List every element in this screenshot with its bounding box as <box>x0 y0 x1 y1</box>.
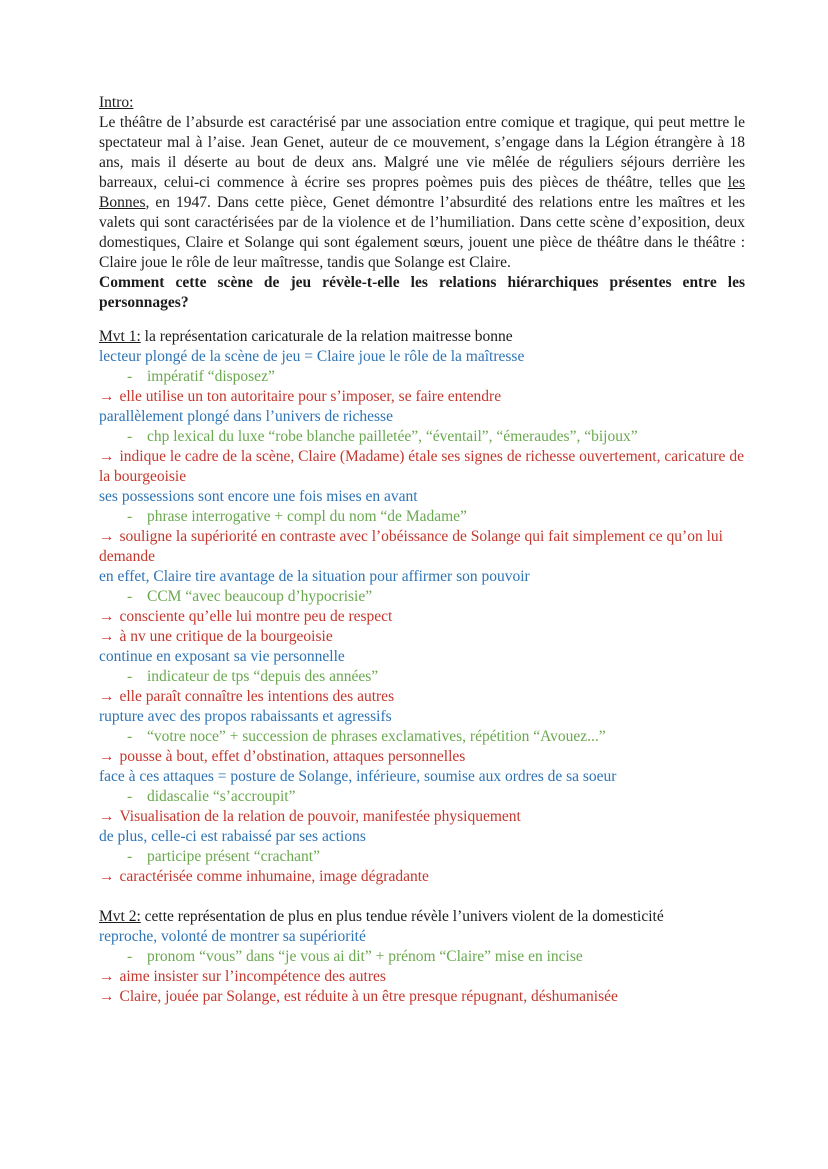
section-mvt-2 <box>99 907 745 1007</box>
conclusion-line: → consciente qu’elle lui montre peu de respect <box>99 608 393 625</box>
bullet-dash: - <box>127 948 133 965</box>
observation-line: lecteur plongé de la scène de jeu = Claire joue le rôle de la maîtresse <box>99 348 525 365</box>
section-label: Mvt 2: <box>99 908 141 925</box>
evidence-bullet: - indicateur de tps “depuis des années” <box>127 668 379 685</box>
intro-text-before: Le théâtre de l’absurde est caractérisé par une association entre comique et tragique, qui peut mettre le spectateur mal à l’aise. Jean Genet, auteur de ce mouvement, s’engage dans la Légion étrangère à 18 ans, mais il déserte au bout de deux ans. Malgré une vie mêlée de réguliers séjours derrière les barreaux, celui-ci commence à écrire ses propres poèmes puis des pièces de théâtre, telles que <box>99 114 745 191</box>
observation-line: reproche, volonté de montrer sa supériorité <box>99 928 366 945</box>
problem-statement: Comment cette scène de jeu révèle-t-elle les relations hiérarchiques présentes entre les personnages? <box>99 274 745 311</box>
observation-line: rupture avec des propos rabaissants et agressifs <box>99 708 392 725</box>
conclusion-line: → elle utilise un ton autoritaire pour s’imposer, se faire entendre <box>99 388 502 405</box>
conclusion-line: → à nv une critique de la bourgeoisie <box>99 628 333 645</box>
conclusion-line: → Claire, jouée par Solange, est réduite à un être presque répugnant, déshumanisée <box>99 988 618 1005</box>
conclusion-line: → souligne la supériorité en contraste avec l’obéissance de Solange qui fait simplement ce qu’on lui demande <box>99 528 723 565</box>
conclusion-line: → pousse à bout, effet d’obstination, attaques personnelles <box>99 748 466 765</box>
arrow-icon: → <box>99 988 115 1005</box>
arrow-icon: → <box>99 688 115 705</box>
intro-heading: Intro: <box>99 94 134 111</box>
observation-line: en effet, Claire tire avantage de la situation pour affirmer son pouvoir <box>99 568 530 585</box>
bullet-dash: - <box>127 848 133 865</box>
conclusion-line: → indique le cadre de la scène, Claire (Madame) étale ses signes de richesse ouvertement, caricature de la bourgeoisie <box>99 448 744 485</box>
arrow-icon: → <box>99 748 115 765</box>
section-title: la représentation caricaturale de la relation maitresse bonne <box>140 328 513 345</box>
section-heading <box>99 907 745 927</box>
essay-document <box>99 93 745 1007</box>
evidence-bullet: - participe présent “crachant” <box>127 848 320 865</box>
conclusion-line: → aime insister sur l’incompétence des autres <box>99 968 386 985</box>
arrow-icon: → <box>99 608 115 625</box>
arrow-icon: → <box>99 628 115 645</box>
observation-line: continue en exposant sa vie personnelle <box>99 648 345 665</box>
arrow-icon: → <box>99 448 115 465</box>
observation-line: de plus, celle-ci est rabaissé par ses actions <box>99 828 366 845</box>
bullet-dash: - <box>127 788 133 805</box>
section-heading <box>99 327 745 347</box>
arrow-icon: → <box>99 868 115 885</box>
observation-line: face à ces attaques = posture de Solange, inférieure, soumise aux ordres de sa soeur <box>99 768 617 785</box>
evidence-bullet: - phrase interrogative + compl du nom “de Madame” <box>127 508 467 525</box>
conclusion-line: → Visualisation de la relation de pouvoir, manifestée physiquement <box>99 808 521 825</box>
section-label: Mvt 1: <box>99 328 141 345</box>
bullet-dash: - <box>127 668 133 685</box>
intro-paragraph <box>99 113 745 273</box>
evidence-bullet: - chp lexical du luxe “robe blanche pailletée”, “éventail”, “émeraudes”, “bijoux” <box>127 428 638 445</box>
arrow-icon: → <box>99 968 115 985</box>
conclusion-line: → caractérisée comme inhumaine, image dégradante <box>99 868 429 885</box>
work-title: les Bonnes <box>99 174 745 211</box>
observation-line: parallèlement plongé dans l’univers de richesse <box>99 408 393 425</box>
bullet-dash: - <box>127 508 133 525</box>
bullet-dash: - <box>127 588 133 605</box>
arrow-icon: → <box>99 388 115 405</box>
evidence-bullet: - didascalie “s’accroupit” <box>127 788 296 805</box>
bullet-dash: - <box>127 428 133 445</box>
arrow-icon: → <box>99 528 115 545</box>
section-title: cette représentation de plus en plus tendue révèle l’univers violent de la domesticité <box>140 908 664 925</box>
evidence-bullet: - “votre noce” + succession de phrases exclamatives, répétition “Avouez...” <box>127 728 606 745</box>
evidence-bullet: - CCM “avec beaucoup d’hypocrisie” <box>127 588 373 605</box>
section-mvt-1 <box>99 327 745 887</box>
arrow-icon: → <box>99 808 115 825</box>
evidence-bullet: - pronom “vous” dans “je vous ai dit” + prénom “Claire” mise en incise <box>127 948 583 965</box>
intro-text-after: , en 1947. Dans cette pièce, Genet démontre l’absurdité des relations entre les maîtres et les valets qui sont caractérisées par de la violence et de l’humiliation. Dans cette scène d’exposition, deux domestiques, Claire et Solange qui sont également sœurs, jouent une pièce de théâtre dans le théâtre : Claire joue le rôle de leur maîtresse, tandis que Solange est Claire. <box>99 194 745 271</box>
observation-line: ses possessions sont encore une fois mises en avant <box>99 488 418 505</box>
bullet-dash: - <box>127 368 133 385</box>
conclusion-line: → elle paraît connaître les intentions des autres <box>99 688 395 705</box>
evidence-bullet: - impératif “disposez” <box>127 368 275 385</box>
bullet-dash: - <box>127 728 133 745</box>
